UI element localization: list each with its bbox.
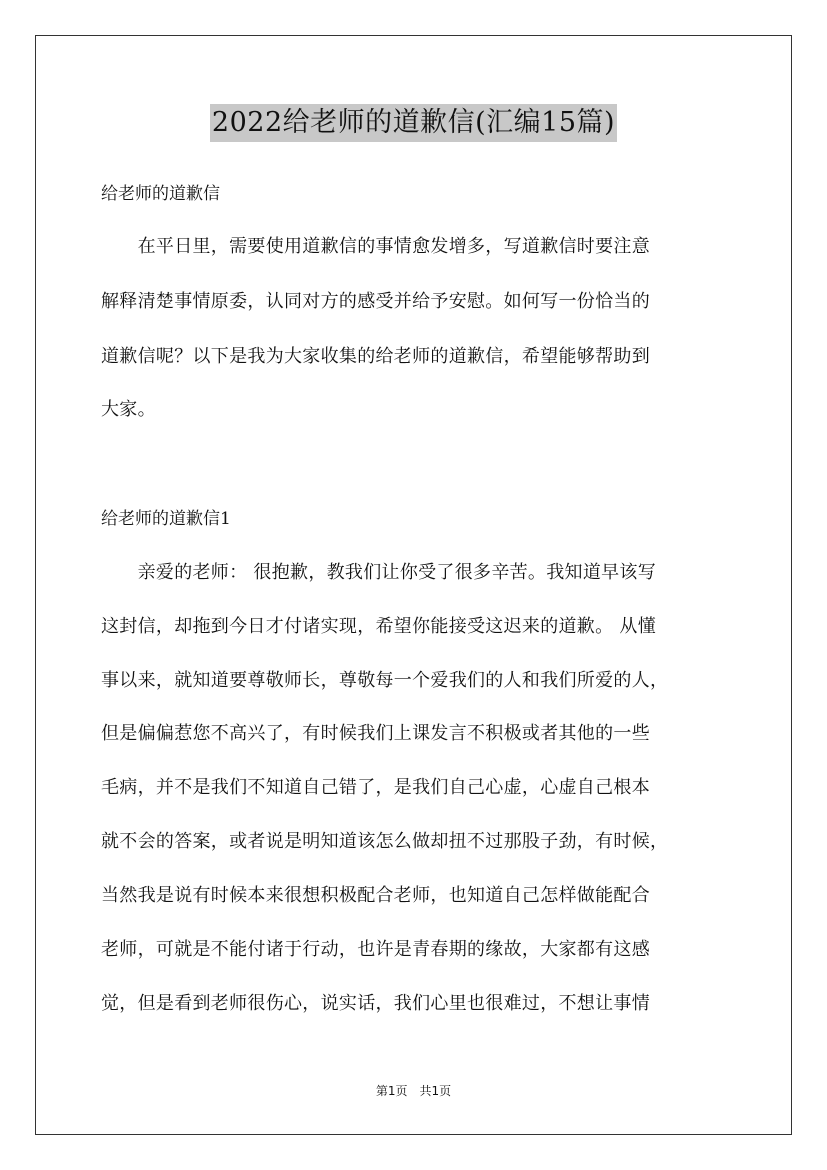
title-container bbox=[0, 104, 827, 142]
paragraph-line: 在平日里，需要使用道歉信的事情愈发增多，写道歉信时要注意 bbox=[101, 236, 650, 257]
paragraph-line: 老师，可就是不能付诸于行动，也许是青春期的缘故，大家都有这感 bbox=[101, 939, 650, 960]
paragraph-line: 道歉信呢？以下是我为大家收集的给老师的道歉信，希望能够帮助到 bbox=[101, 346, 650, 367]
paragraph-line: 亲爱的老师： 很抱歉，教我们让你受了很多辛苦。我知道早该写 bbox=[101, 562, 657, 583]
paragraph-line: 大家。 bbox=[101, 399, 156, 420]
paragraph-line: 觉，但是看到老师很伤心，说实话，我们心里也很难过，不想让事情 bbox=[101, 993, 650, 1014]
section1-heading: 给老师的道歉信1 bbox=[101, 509, 231, 529]
paragraph-line: 就不会的答案，或者说是明知道该怎么做却扭不过那股子劲，有时候， bbox=[101, 831, 669, 852]
paragraph-line: 毛病，并不是我们不知道自己错了，是我们自己心虚，心虚自己根本 bbox=[101, 777, 650, 798]
paragraph-line: 解释清楚事情原委，认同对方的感受并给予安慰。如何写一份恰当的 bbox=[101, 291, 650, 312]
paragraph-line: 当然我是说有时候本来很想积极配合老师，也知道自己怎样做能配合 bbox=[101, 885, 650, 906]
page-footer: 第1页 共1页 bbox=[375, 1084, 452, 1098]
intro-heading: 给老师的道歉信 bbox=[101, 184, 220, 204]
intro-heading-block bbox=[101, 182, 741, 206]
section1-heading-block bbox=[101, 507, 741, 531]
paragraph-line: 这封信，却拖到今日才付诸实现，希望你能接受这迟来的道歉。 从懂 bbox=[101, 616, 657, 637]
document-title: 2022给老师的道歉信(汇编15篇) bbox=[210, 104, 617, 142]
paragraph-line: 事以来，就知道要尊敬师长，尊敬每一个爱我们的人和我们所爱的人， bbox=[101, 670, 669, 691]
paragraph-line: 但是偏偏惹您不高兴了，有时候我们上课发言不积极或者其他的一些 bbox=[101, 723, 650, 744]
